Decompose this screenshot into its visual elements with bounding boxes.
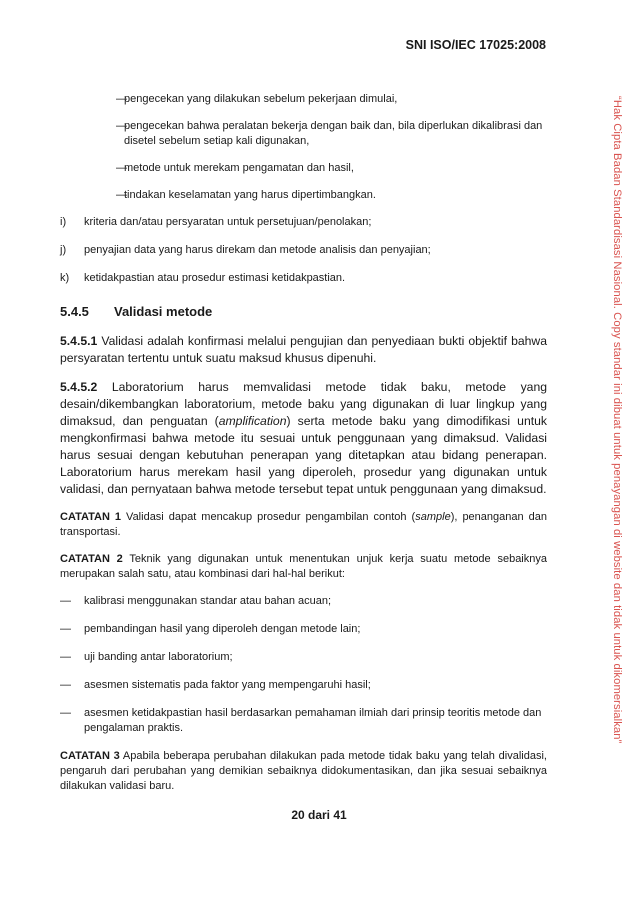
- list-item: [60, 678, 547, 693]
- note-2: [60, 552, 547, 582]
- list-item: [92, 119, 547, 149]
- section-heading: [60, 304, 547, 319]
- dash-marker: —: [116, 93, 127, 105]
- dash-marker: —: [116, 120, 127, 132]
- list-item-text: pembandingan hasil yang diperoleh dengan metode lain;: [84, 623, 361, 635]
- list-item-text: uji banding antar laboratorium;: [84, 651, 233, 663]
- list-item-text: metode untuk merekam pengamatan dan hasil,: [124, 162, 354, 174]
- list-item: [92, 92, 547, 107]
- paragraph-5-4-5-1: [60, 333, 547, 367]
- standard-code: SNI ISO/IEC 17025:2008: [405, 38, 546, 52]
- list-item-text: pengecekan bahwa peralatan bekerja dengan baik dan, bila diperlukan dikalibrasi dan disetel sebelum setiap kali digunakan,: [124, 120, 543, 147]
- note-text: Teknik yang digunakan untuk menentukan unjuk kerja suatu metode sebaiknya merupakan salah satu, atau kombinasi dari hal-hal berikut:: [60, 553, 547, 580]
- dash-marker: —: [116, 189, 127, 201]
- note-3: [60, 749, 547, 794]
- note-text: Apabila beberapa perubahan dilakukan pada metode tidak baku yang telah divalidasi, pengaruh dari perubahan yang demikian sebaiknya didokumentasikan, dan jika sesuai sebaiknya dilakukan validasi baru.: [60, 750, 547, 792]
- list-item: [60, 215, 547, 230]
- list-marker: j): [60, 244, 67, 256]
- list-item: [60, 706, 547, 736]
- list-marker: i): [60, 216, 67, 228]
- list-item: [60, 622, 547, 637]
- note-label: CATATAN 1: [60, 511, 122, 523]
- list-item-text: tindakan keselamatan yang harus dipertimbangkan.: [124, 189, 376, 201]
- clause-number: 5.4.5.2: [60, 380, 98, 394]
- list-item-text: asesmen ketidakpastian hasil berdasarkan pemahaman ilmiah dari prinsip teoritis metode dan pengalaman praktis.: [84, 707, 542, 734]
- section-title: Validasi metode: [114, 304, 213, 319]
- note-1: [60, 510, 547, 540]
- list-item: [60, 650, 547, 665]
- list-item-text: kriteria dan/atau persyaratan untuk persetujuan/penolakan;: [84, 216, 372, 228]
- list-item: [60, 271, 547, 286]
- dash-marker: —: [60, 679, 71, 691]
- dash-marker: —: [60, 595, 71, 607]
- list-item-text: ketidakpastian atau prosedur estimasi ketidakpastian.: [84, 272, 346, 284]
- lettered-list: [60, 215, 547, 286]
- list-item-text: asesmen sistematis pada faktor yang mempengaruhi hasil;: [84, 679, 371, 691]
- list-item-text: pengecekan yang dilakukan sebelum pekerjaan dimulai,: [124, 93, 398, 105]
- copyright-side-note: “Hak Cipta Badan Standardisasi Nasional. Copy standar ini dibuat untuk penayangan di website dan tidak untuk dikomersialkan”: [611, 96, 623, 744]
- paragraph-text: Validasi adalah konfirmasi melalui pengujian dan penyediaan bukti objektif bahwa persyaratan tertentu untuk suatu maksud khusus dipenuhi.: [60, 334, 547, 365]
- dash-list: [92, 92, 547, 203]
- list-item: [92, 188, 547, 203]
- section-body: [60, 304, 547, 794]
- list-item-text: penyajian data yang harus direkam dan metode analisis dan penyajian;: [84, 244, 431, 256]
- paragraph-5-4-5-2: [60, 379, 547, 498]
- paragraph-italic: amplification: [218, 414, 287, 428]
- paragraph-text: Laboratorium harus memvalidasi metode tidak baku, metode yang desain/dikembangkan laboratorium, metode baku yang digunakan di luar lingkup yang dimaksud, dan penguatan (: [60, 380, 548, 428]
- page-content: [60, 92, 548, 806]
- clause-number: 5.4.5.1: [60, 334, 98, 348]
- note-text: Validasi dapat mencakup prosedur pengambilan contoh (: [126, 511, 416, 523]
- page-number: 20 dari 41: [291, 808, 347, 822]
- paragraph-text-cont: ) serta metode baku yang dimodifikasi untuk mengkonfirmasi bahwa metode itu sesuai untuk penggunaan yang dimaksud. Validasi harus sesuai dengan kebutuhan penerapan yang ditetapkan atau bidang penerapan. Laboratorium harus merekam hasil yang diperoleh, prosedur yang digunakan untuk validasi, dan pernyataan bahwa metode tersebut tepat untuk penggunaan yang dimaksud.: [60, 414, 547, 496]
- note-label: CATATAN 3: [60, 750, 120, 762]
- dash-marker: —: [116, 162, 127, 174]
- section-number: 5.4.5: [60, 304, 89, 319]
- list-item: [60, 243, 547, 258]
- list-item-text: kalibrasi menggunakan standar atau bahan acuan;: [84, 595, 332, 607]
- note-label: CATATAN 2: [60, 553, 123, 565]
- note-italic: sample: [415, 511, 451, 523]
- dash-marker: —: [60, 707, 71, 719]
- list-item: [60, 594, 547, 609]
- dash-marker: —: [60, 651, 71, 663]
- note-2-list: [60, 594, 547, 736]
- list-marker: k): [60, 272, 70, 284]
- dash-marker: —: [60, 623, 71, 635]
- note-text-cont: ), penanganan dan transportasi.: [60, 511, 547, 538]
- list-item: [92, 161, 547, 176]
